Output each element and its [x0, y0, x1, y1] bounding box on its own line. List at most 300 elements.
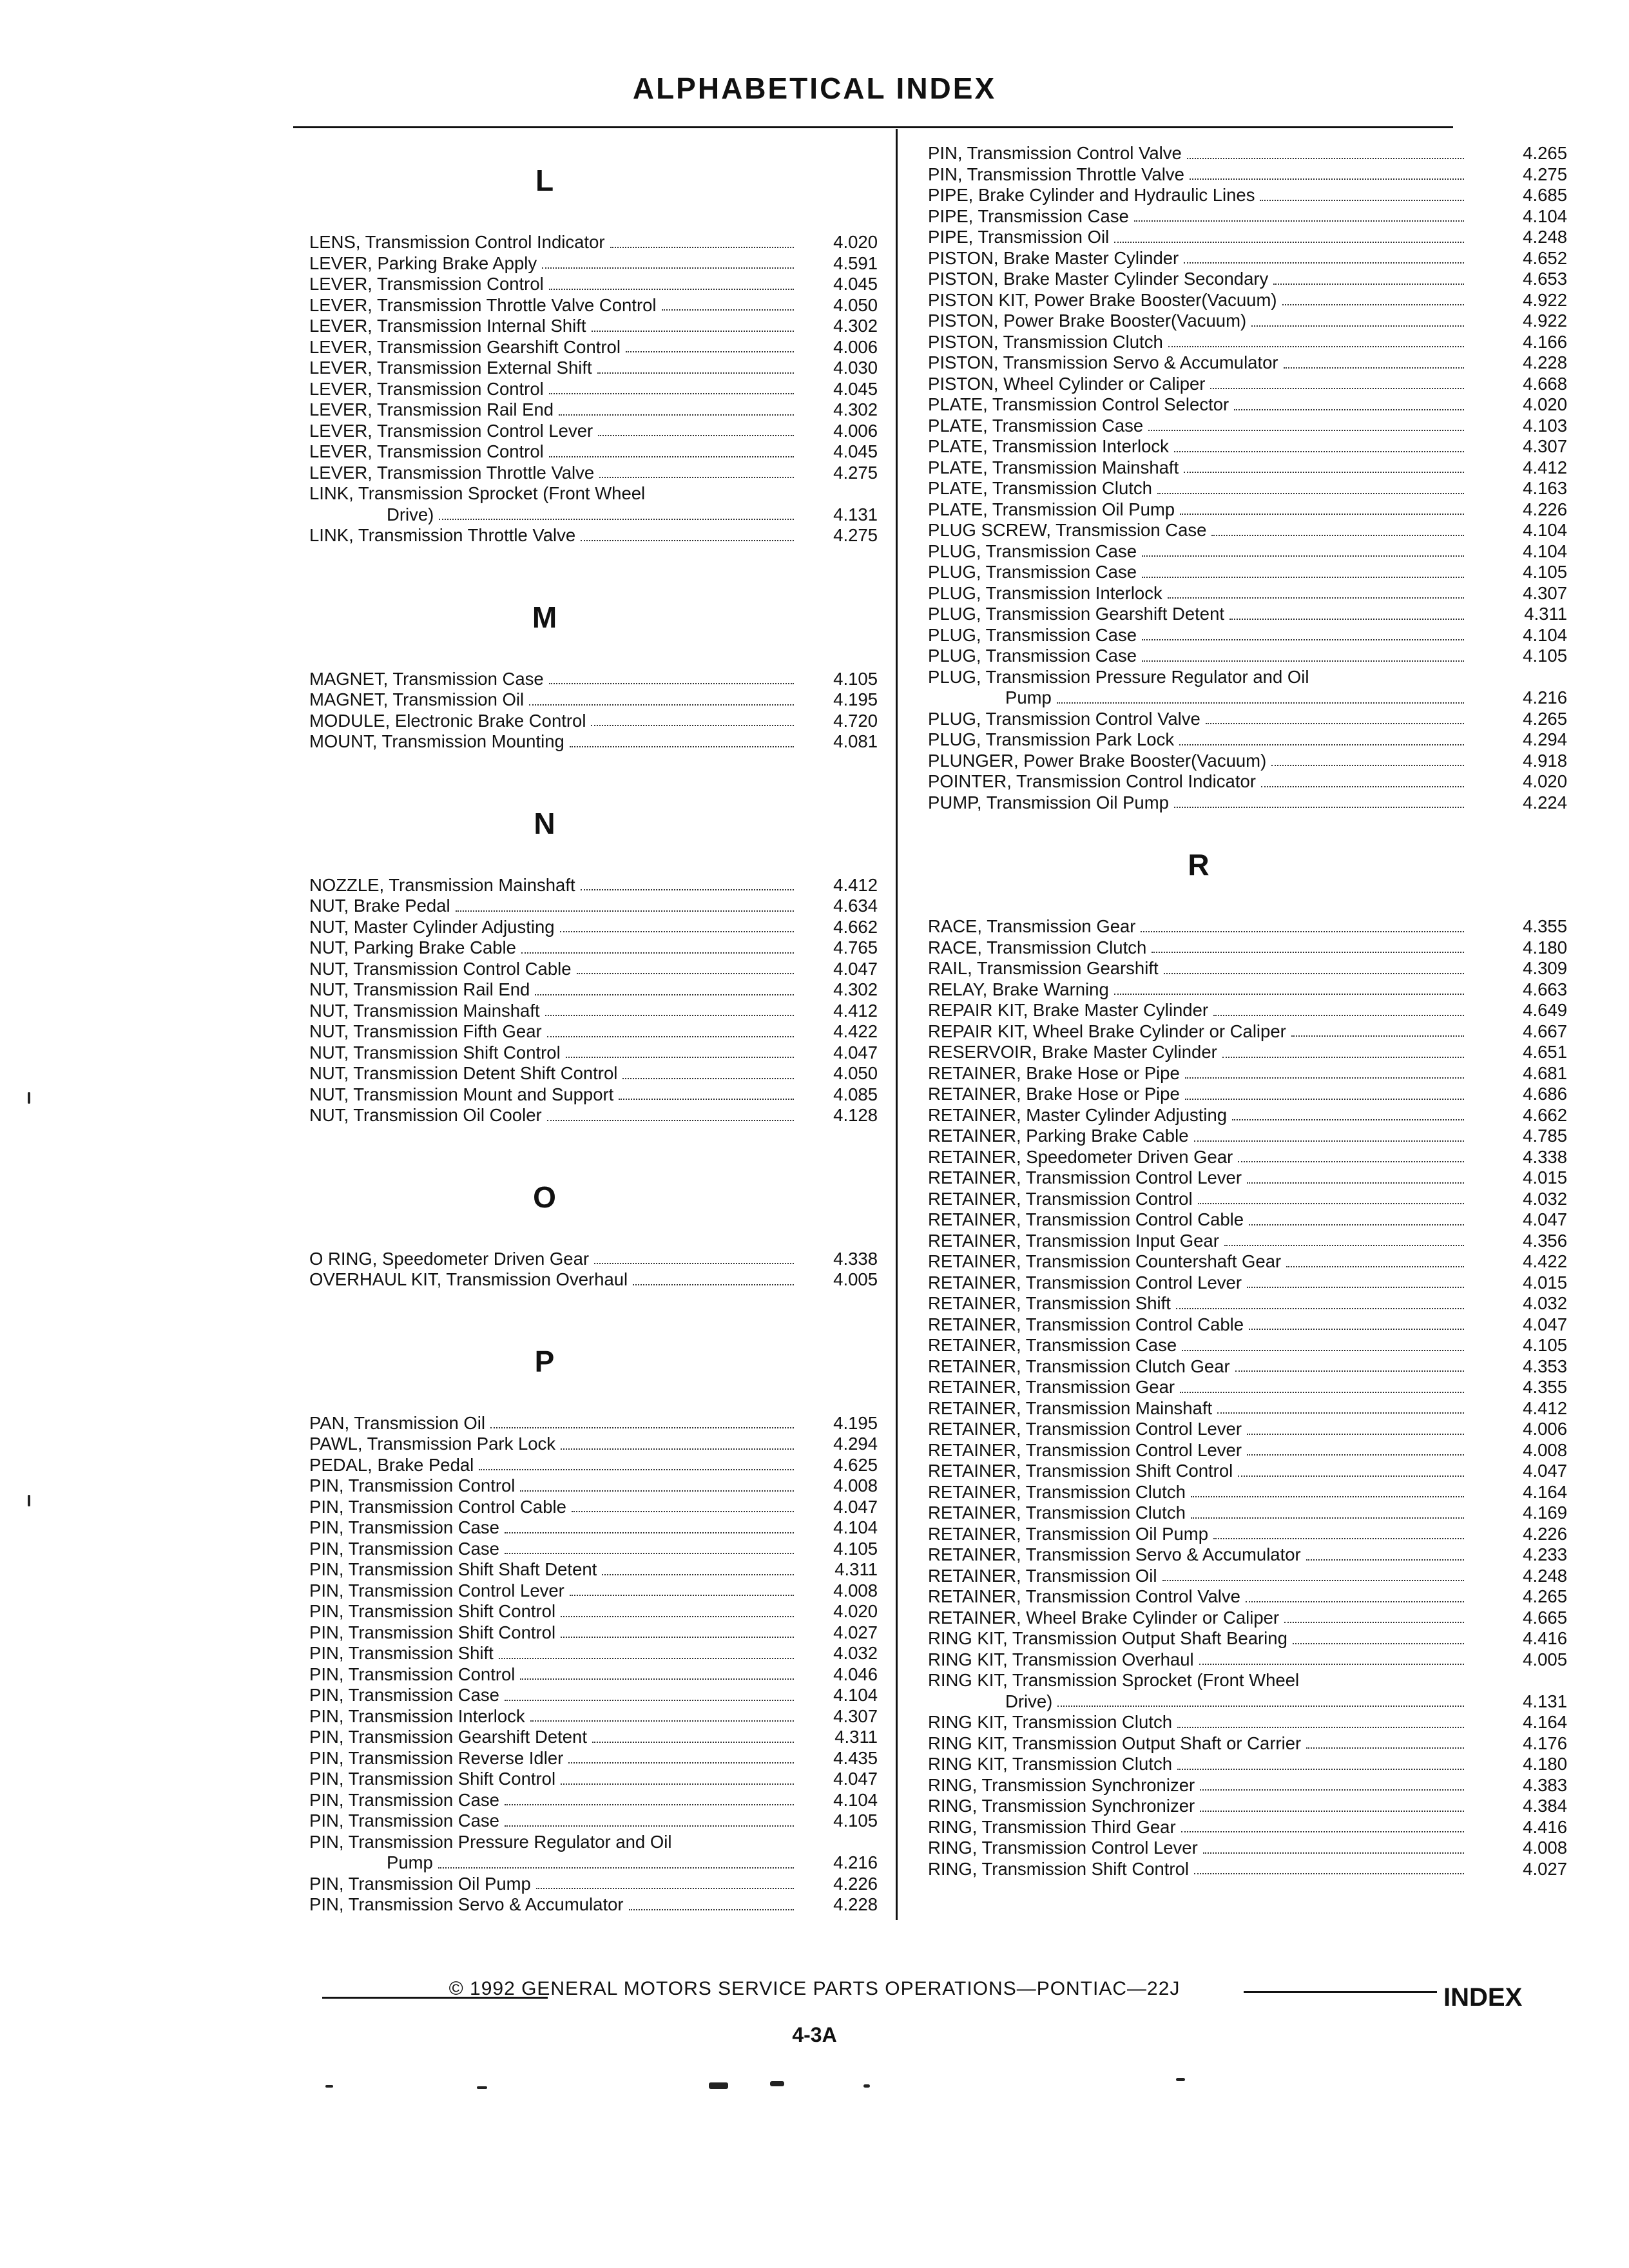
dot-leader: [1114, 242, 1464, 243]
index-entry: [928, 1419, 1572, 1440]
entry-text: RETAINER, Transmission Oil Pump: [928, 1523, 1209, 1544]
dot-leader: [1198, 1203, 1464, 1204]
entry-page-number: 4.015: [1523, 1168, 1567, 1187]
entry-page-number: 4.785: [1523, 1126, 1567, 1146]
index-entry: [309, 1517, 883, 1539]
column-divider: [896, 129, 898, 1920]
section-spacer: [928, 897, 1572, 916]
entry-text: LEVER, Parking Brake Apply: [309, 253, 537, 273]
scan-speck: [1176, 2078, 1185, 2081]
entry-text: PIN, Transmission Throttle Valve: [928, 164, 1184, 184]
entry-text: NUT, Transmission Fifth Gear: [309, 1021, 542, 1041]
index-entry: [309, 1727, 883, 1748]
section-spacer: [928, 813, 1572, 832]
entry-text: RETAINER, Transmission Control Lever: [928, 1439, 1242, 1460]
index-entry: [928, 793, 1572, 814]
dot-leader: [1213, 1015, 1464, 1016]
index-entry: [309, 1084, 883, 1106]
entry-page-number: 4.653: [1523, 269, 1567, 289]
entry-page-number: 4.047: [833, 1042, 878, 1062]
index-entry: [309, 1559, 883, 1581]
entry-page-number: 4.045: [833, 441, 878, 461]
index-entry: [309, 1413, 883, 1434]
dot-leader: [1291, 1035, 1464, 1037]
entry-page-number: 4.104: [1523, 624, 1567, 645]
index-entry: [928, 709, 1572, 730]
entry-text: PLUNGER, Power Brake Booster(Vacuum): [928, 750, 1267, 771]
index-entry: [309, 1105, 883, 1126]
entry-page-number: 4.765: [833, 937, 878, 957]
dot-leader: [505, 1553, 794, 1554]
entry-page-number: 4.105: [833, 1538, 878, 1559]
entry-page-number: 4.918: [1523, 750, 1567, 771]
index-entry: [309, 1539, 883, 1560]
entry-text: REPAIR KIT, Brake Master Cylinder: [928, 1000, 1209, 1020]
dot-leader: [1185, 1099, 1464, 1100]
entry-page-number: 4.265: [1523, 143, 1567, 163]
dot-leader: [561, 1637, 794, 1638]
dot-leader: [581, 540, 794, 541]
entry-text: PIN, Transmission Reverse Idler: [309, 1747, 564, 1768]
entry-page-number: 4.226: [1523, 1523, 1567, 1544]
index-entry: [309, 1874, 883, 1895]
dot-leader: [535, 994, 794, 995]
entry-text: PIPE, Brake Cylinder and Hydraulic Lines: [928, 185, 1255, 205]
index-entry: [309, 1455, 883, 1476]
entry-page-number: 4.435: [833, 1747, 878, 1768]
index-entry: [928, 1398, 1572, 1419]
index-entry: [928, 1105, 1572, 1126]
entry-page-number: 4.302: [833, 316, 878, 336]
entry-text: LEVER, Transmission Throttle Valve Control: [309, 294, 657, 315]
entry-text: RACE, Transmission Gear: [928, 916, 1136, 936]
dot-leader: [1157, 493, 1464, 494]
entry-page-number: 4.027: [833, 1622, 878, 1642]
entry-text: RETAINER, Brake Hose or Pipe: [928, 1062, 1180, 1083]
index-entry: [928, 751, 1572, 772]
entry-page-number: 4.355: [1523, 1377, 1567, 1397]
entry-page-number: 4.195: [833, 1412, 878, 1433]
entry-text: MOUNT, Transmission Mounting: [309, 731, 564, 751]
dot-leader: [505, 1804, 794, 1805]
dot-leader: [570, 746, 794, 747]
dot-leader: [626, 351, 794, 352]
entry-text: RETAINER, Transmission Shift Control: [928, 1461, 1233, 1481]
dot-leader: [1284, 367, 1464, 369]
entry-page-number: 4.668: [1523, 373, 1567, 394]
dot-leader: [1260, 200, 1464, 201]
dot-leader: [597, 372, 794, 374]
scan-speck: [28, 1495, 30, 1506]
index-entry: [309, 689, 883, 711]
entry-page-number: 4.233: [1523, 1544, 1567, 1564]
entry-page-number: 4.105: [833, 1811, 878, 1831]
entry-page-number: 4.027: [1523, 1858, 1567, 1879]
entry-page-number: 4.050: [833, 1063, 878, 1083]
entry-page-number: 4.045: [833, 274, 878, 294]
index-entry: [928, 185, 1572, 206]
index-entry: [928, 1293, 1572, 1314]
dot-leader: [438, 1867, 794, 1869]
entry-page-number: 4.104: [1523, 206, 1567, 226]
entry-page-number: 4.591: [833, 253, 878, 273]
dot-leader: [1247, 1182, 1464, 1184]
entry-text: RING, Transmission Shift Control: [928, 1858, 1189, 1879]
dot-leader: [572, 1511, 794, 1512]
index-entry: [309, 379, 883, 400]
dot-leader: [1249, 1329, 1464, 1330]
dot-leader: [559, 414, 794, 416]
dot-leader: [1181, 1831, 1464, 1832]
entry-page-number: 4.662: [1523, 1104, 1567, 1125]
entry-text: PIN, Transmission Shift Shaft Detent: [309, 1559, 597, 1579]
index-entry: [928, 143, 1572, 164]
entry-text: RETAINER, Transmission Clutch Gear: [928, 1356, 1230, 1376]
dot-leader: [1199, 1664, 1464, 1665]
section-label: INDEX: [1443, 1983, 1523, 2012]
entry-page-number: 4.105: [833, 668, 878, 689]
entry-text: RING KIT, Transmission Output Shaft Bearing: [928, 1628, 1287, 1648]
dot-leader: [1251, 325, 1464, 327]
entry-text: RETAINER, Transmission Clutch: [928, 1503, 1186, 1523]
entry-text: RING KIT, Transmission Sprocket (Front Wheel: [928, 1670, 1300, 1690]
entry-page-number: 4.353: [1523, 1356, 1567, 1376]
entry-text: NUT, Brake Pedal: [309, 896, 450, 916]
entry-page-number: 4.131: [1523, 1691, 1567, 1711]
index-entry: [928, 394, 1572, 416]
entry-text: PIN, Transmission Shift: [309, 1643, 494, 1663]
entry-text: RING KIT, Transmission Output Shaft or Carrier: [928, 1733, 1302, 1753]
entry-text: LEVER, Transmission Internal Shift: [309, 316, 586, 336]
dot-leader: [549, 393, 794, 394]
entry-page-number: 4.384: [1523, 1796, 1567, 1816]
entry-page-number: 4.338: [833, 1248, 878, 1269]
entry-text: LEVER, Transmission Control Lever: [309, 420, 593, 441]
dot-leader: [1206, 723, 1464, 724]
dot-leader: [1282, 304, 1464, 305]
dot-leader: [599, 477, 794, 478]
dot-leader: [536, 1888, 794, 1889]
entry-page-number: 4.416: [1523, 1816, 1567, 1837]
entry-text: PAWL, Transmission Park Lock: [309, 1434, 556, 1454]
index-entry: [309, 979, 883, 1001]
index-entry: [928, 478, 1572, 499]
dot-leader: [1164, 973, 1464, 974]
entry-text: PIN, Transmission Gearshift Detent: [309, 1727, 587, 1747]
index-entry: [928, 1209, 1572, 1231]
index-entry: [928, 269, 1572, 290]
entry-text: NOZZLE, Transmission Mainshaft: [309, 874, 575, 895]
entry-page-number: 4.356: [1523, 1230, 1567, 1251]
dot-leader: [1191, 1517, 1464, 1519]
entry-text: PLATE, Transmission Interlock: [928, 436, 1169, 456]
entry-page-number: 4.302: [833, 399, 878, 419]
entry-page-number: 4.131: [833, 504, 878, 524]
entry-page-number: 4.685: [1523, 185, 1567, 205]
entry-page-number: 4.922: [1523, 311, 1567, 331]
index-entry: [309, 1811, 883, 1832]
index-entry: [309, 337, 883, 358]
entry-text: NUT, Transmission Oil Cooler: [309, 1105, 542, 1125]
entry-text: POINTER, Transmission Control Indicator: [928, 771, 1256, 791]
dot-leader: [1293, 1643, 1464, 1644]
scan-speck: [863, 2084, 870, 2088]
entry-text: RETAINER, Transmission Control Valve: [928, 1586, 1240, 1606]
dot-leader: [1057, 1706, 1464, 1707]
index-entry: [309, 937, 883, 959]
entry-page-number: 4.104: [1523, 520, 1567, 540]
index-entry: [309, 1685, 883, 1706]
index-entry: [928, 206, 1572, 227]
entry-text: O RING, Speedometer Driven Gear: [309, 1248, 590, 1269]
index-entry: [928, 1251, 1572, 1273]
entry-page-number: 4.104: [833, 1685, 878, 1705]
entry-text: RACE, Transmission Clutch: [928, 937, 1147, 957]
index-section: [309, 585, 883, 791]
dot-leader: [520, 1490, 794, 1492]
index-entry: [928, 604, 1572, 625]
entry-page-number: 4.047: [1523, 1209, 1567, 1229]
dot-leader: [1162, 1580, 1464, 1581]
index-entry: [309, 1664, 883, 1686]
index-entry: [928, 562, 1572, 583]
dot-leader: [561, 1783, 794, 1785]
entry-page-number: 4.422: [833, 1021, 878, 1041]
entry-text: PLUG, Transmission Case: [928, 624, 1137, 645]
entry-text: RETAINER, Transmission Input Gear: [928, 1230, 1219, 1251]
dot-leader: [1247, 1287, 1464, 1288]
entry-text: PIN, Transmission Case: [309, 1685, 499, 1705]
entry-page-number: 4.412: [1523, 1398, 1567, 1418]
dot-leader: [1190, 178, 1464, 180]
dot-leader: [1142, 577, 1464, 578]
index-entry: [309, 1706, 883, 1727]
index-entry: [309, 1434, 883, 1455]
entry-text: PISTON, Transmission Servo & Accumulator: [928, 352, 1278, 372]
entry-text: PIN, Transmission Case: [309, 1517, 499, 1537]
entry-page-number: 4.105: [1523, 646, 1567, 666]
index-entry: [309, 917, 883, 938]
entry-page-number: 4.104: [833, 1517, 878, 1537]
index-entry: [928, 729, 1572, 751]
entry-page-number: 4.309: [1523, 958, 1567, 978]
entry-text: REPAIR KIT, Wheel Brake Cylinder or Caliper: [928, 1021, 1286, 1041]
entry-text: PISTON, Wheel Cylinder or Caliper: [928, 373, 1206, 394]
dot-leader: [1222, 1057, 1464, 1058]
index-entry: [309, 896, 883, 917]
index-entry: [309, 1601, 883, 1622]
entry-text: PLUG, Transmission Case: [928, 562, 1137, 582]
entry-page-number: 4.006: [1523, 1419, 1567, 1439]
index-entry: [928, 436, 1572, 457]
entry-page-number: 4.032: [833, 1643, 878, 1663]
section-spacer: [309, 1394, 883, 1413]
entry-page-number: 4.265: [1523, 708, 1567, 729]
section-spacer: [309, 1916, 883, 1954]
dot-leader: [561, 1616, 794, 1617]
index-entry: [928, 958, 1572, 979]
scan-speck: [770, 2081, 784, 2086]
dot-leader: [592, 331, 795, 332]
index-entry: [928, 1775, 1572, 1796]
dot-leader: [662, 309, 794, 311]
entry-text: RETAINER, Transmission Case: [928, 1335, 1177, 1355]
entry-text: NUT, Transmission Mount and Support: [309, 1084, 614, 1104]
entry-page-number: 4.922: [1523, 289, 1567, 310]
section-spacer: [309, 753, 883, 791]
index-entry: [309, 253, 883, 274]
entry-text: PLUG, Transmission Control Valve: [928, 708, 1200, 729]
index-entry: [928, 1586, 1572, 1608]
index-entry: [309, 1249, 883, 1270]
dot-leader: [1194, 1140, 1465, 1142]
entry-text: MAGNET, Transmission Case: [309, 668, 544, 689]
entry-page-number: 4.652: [1523, 247, 1567, 268]
entry-page-number: 4.294: [833, 1434, 878, 1454]
index-entry: [928, 1084, 1572, 1105]
dot-leader: [439, 519, 794, 520]
entry-text: RETAINER, Transmission Control Lever: [928, 1272, 1242, 1293]
index-entry-wrapped: [928, 1670, 1572, 1712]
entry-page-number: 4.275: [833, 462, 878, 483]
index-entry: [928, 1461, 1572, 1482]
index-entry: [928, 1712, 1572, 1733]
entry-page-number: 4.006: [833, 420, 878, 441]
index-entry: [928, 520, 1572, 541]
entry-page-number: 4.164: [1523, 1481, 1567, 1502]
entry-page-number: 4.422: [1523, 1251, 1567, 1271]
dot-leader: [505, 1700, 794, 1701]
dot-leader: [1179, 744, 1464, 745]
section-spacer: [309, 1229, 883, 1249]
index-entry: [928, 1859, 1572, 1880]
dot-leader: [1200, 1811, 1464, 1812]
entry-page-number: 4.634: [833, 896, 878, 916]
entry-text: RETAINER, Transmission Gear: [928, 1377, 1175, 1397]
entry-page-number: 4.020: [1523, 394, 1567, 414]
entry-page-number: 4.226: [833, 1873, 878, 1894]
entry-page-number: 4.275: [1523, 164, 1567, 184]
entry-text: RETAINER, Speedometer Driven Gear: [928, 1146, 1233, 1167]
entry-page-number: 4.649: [1523, 1000, 1567, 1020]
entry-text: PISTON, Transmission Clutch: [928, 331, 1163, 352]
entry-page-number: 4.307: [833, 1706, 878, 1726]
entry-text: RELAY, Brake Warning: [928, 979, 1109, 999]
entry-text: PIN, Transmission Pressure Regulator and Oil: [309, 1831, 672, 1852]
index-entry: [309, 1269, 883, 1291]
dot-leader: [1176, 1308, 1464, 1309]
dot-leader: [568, 1762, 794, 1763]
entry-page-number: 4.180: [1523, 1754, 1567, 1774]
entry-text: PLUG, Transmission Case: [928, 646, 1137, 666]
entry-text: RETAINER, Transmission Mainshaft: [928, 1398, 1213, 1418]
dot-leader: [490, 1427, 794, 1428]
index-entry: [309, 316, 883, 337]
index-entry: [309, 358, 883, 379]
dot-leader: [530, 1720, 794, 1722]
entry-page-number: 4.311: [834, 1727, 878, 1747]
entry-text: RING, Transmission Control Lever: [928, 1838, 1198, 1858]
dot-leader: [545, 1015, 794, 1016]
index-entry: [928, 1566, 1572, 1587]
entry-page-number: 4.032: [1523, 1188, 1567, 1209]
dot-leader: [1234, 409, 1464, 410]
section-letter: L: [535, 164, 554, 197]
dot-leader: [1306, 1559, 1464, 1561]
index-entry: [309, 1769, 883, 1790]
entry-text: PLUG, Transmission Pressure Regulator and Oil: [928, 666, 1309, 687]
index-entry: [309, 1581, 883, 1602]
index-entry: [309, 1063, 883, 1084]
page-number: 4-3A: [792, 2023, 837, 2046]
entry-text: RING KIT, Transmission Clutch: [928, 1754, 1172, 1774]
index-entry: [309, 1748, 883, 1769]
entry-text: RETAINER, Transmission Control Lever: [928, 1168, 1242, 1187]
entry-text: RETAINER, Transmission Oil: [928, 1565, 1157, 1586]
index-entry: [928, 1356, 1572, 1378]
dot-leader: [581, 889, 794, 890]
dot-leader: [1247, 1454, 1464, 1456]
entry-text: PEDAL, Brake Pedal: [309, 1454, 474, 1475]
index-section: [309, 1165, 883, 1329]
entry-page-number: 4.006: [833, 336, 878, 357]
entry-page-number: 4.355: [1523, 916, 1567, 936]
dot-leader: [602, 1574, 794, 1575]
index-entry: [928, 541, 1572, 562]
index-entry: [928, 416, 1572, 437]
index-entry: [928, 1544, 1572, 1566]
dot-leader: [1177, 1769, 1464, 1770]
entry-page-number: 4.047: [1523, 1314, 1567, 1334]
entry-text: LENS, Transmission Control Indicator: [309, 232, 605, 252]
entry-page-number: 4.008: [1523, 1439, 1567, 1460]
dot-leader: [633, 1284, 794, 1285]
entry-text: LINK, Transmission Throttle Valve: [309, 525, 576, 545]
index-entry: [309, 1852, 883, 1874]
index-entry: [928, 1231, 1572, 1252]
entry-text: PIN, Transmission Control Cable: [309, 1496, 566, 1517]
dot-leader: [1306, 1747, 1464, 1749]
section-letter: O: [533, 1180, 556, 1214]
index-entry: [928, 1796, 1572, 1817]
entry-page-number: 4.338: [1523, 1146, 1567, 1167]
index-entry: [928, 352, 1572, 374]
entry-page-number: 4.216: [1523, 687, 1567, 707]
entry-page-number: 4.195: [833, 689, 878, 709]
dot-leader: [570, 1595, 794, 1596]
index-entry: [928, 1754, 1572, 1775]
entry-text: LEVER, Transmission Rail End: [309, 399, 554, 419]
index-entry: [309, 711, 883, 732]
entry-text: LINK, Transmission Sprocket (Front Wheel: [309, 483, 646, 503]
dot-leader: [561, 1448, 794, 1450]
index-entry: [928, 1691, 1572, 1713]
entry-page-number: 4.046: [833, 1664, 878, 1684]
dot-leader: [1191, 1496, 1464, 1497]
index-entry: [928, 1042, 1572, 1063]
entry-page-number: 4.047: [833, 958, 878, 979]
entry-page-number: 4.248: [1523, 227, 1567, 247]
entry-text: RETAINER, Transmission Countershaft Gear: [928, 1251, 1282, 1271]
index-entry: [309, 1497, 883, 1518]
entry-text: PLUG, Transmission Case: [928, 541, 1137, 561]
entry-text: NUT, Parking Brake Cable: [309, 937, 516, 957]
entry-text: RESERVOIR, Brake Master Cylinder: [928, 1042, 1217, 1062]
index-entry: [928, 979, 1572, 1001]
dot-leader: [1180, 514, 1464, 515]
index-entry: [309, 731, 883, 753]
index-entry: [928, 499, 1572, 521]
